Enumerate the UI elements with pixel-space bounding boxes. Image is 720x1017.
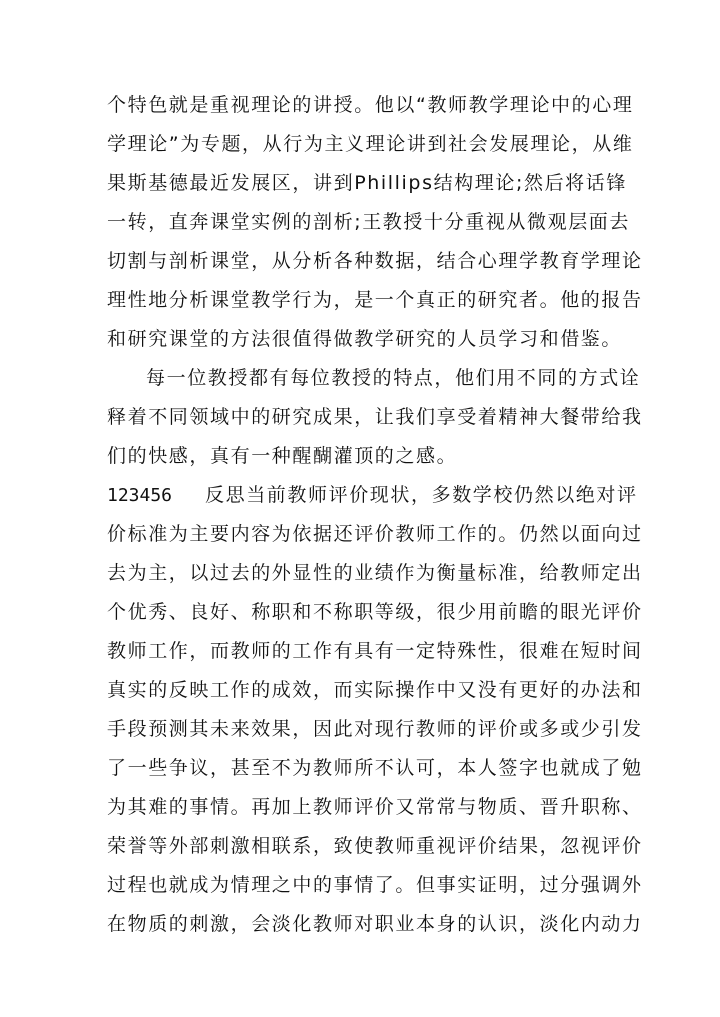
text-line: 在物质的刺激，会淡化教师对职业本身的认识，淡化内动力 (107, 913, 643, 935)
text-line: 反思当前教师评价现状，多数学校仍然以绝对评 (205, 484, 638, 506)
paragraph-number: 123456 (107, 485, 173, 506)
text-line: 教师工作，而教师的工作有具有一定特殊性，很难在短时间 (107, 640, 643, 662)
text-line: 了一些争议，甚至不为教师所不认可，本人签字也就成了勉 (107, 757, 643, 779)
text-line: 过程也就成为情理之中的事情了。但事实证明，过分强调外 (107, 874, 643, 896)
text-line: 切割与剖析课堂，从分析各种数据，结合心理学教育学理论 (107, 250, 643, 272)
text-line: 个优秀、良好、称职和不称职等级，很少用前瞻的眼光评价 (107, 601, 643, 623)
text-line: 荣誉等外部刺激相联系，致使教师重视评价结果，忽视评价 (107, 835, 643, 857)
text-line: 学理论”为专题，从行为主义理论讲到社会发展理论，从维 (107, 133, 634, 155)
text-line: 一转，直奔课堂实例的剖析;王教授十分重视从微观层面去 (107, 211, 631, 233)
text-line: 个特色就是重视理论的讲授。他以“教师教学理论中的心理 (107, 94, 634, 116)
text-line: 真实的反映工作的成效，而实际操作中又没有更好的办法和 (107, 679, 643, 701)
numbered-line (107, 477, 638, 513)
text-line: 释着不同领域中的研究成果，让我们享受着精神大餐带给我 (107, 406, 643, 428)
text-line: 价标准为主要内容为依据还评价教师工作的。仍然以面向过 (107, 523, 643, 545)
text-line: 和研究课堂的方法很值得做教学研究的人员学习和借鉴。 (107, 328, 623, 350)
text-line: 为其难的事情。再加上教师评价又常常与物质、晋升职称、 (107, 796, 643, 818)
text-line: 果斯基德最近发展区，讲到Phillips结构理论;然后将话锋 (107, 172, 627, 194)
text-line: 们的快感，真有一种醒醐灌顶的之感。 (107, 445, 458, 467)
text-line: 手段预测其未来效果，因此对现行教师的评价或多或少引发 (107, 718, 643, 740)
text-line: 去为主，以过去的外显性的业绩作为衡量标准，给教师定出 (107, 562, 643, 584)
text-line: 理性地分析课堂教学行为，是一个真正的研究者。他的报告 (107, 289, 643, 311)
text-line: 每一位教授都有每位教授的特点，他们用不同的方式诠 (146, 367, 641, 389)
